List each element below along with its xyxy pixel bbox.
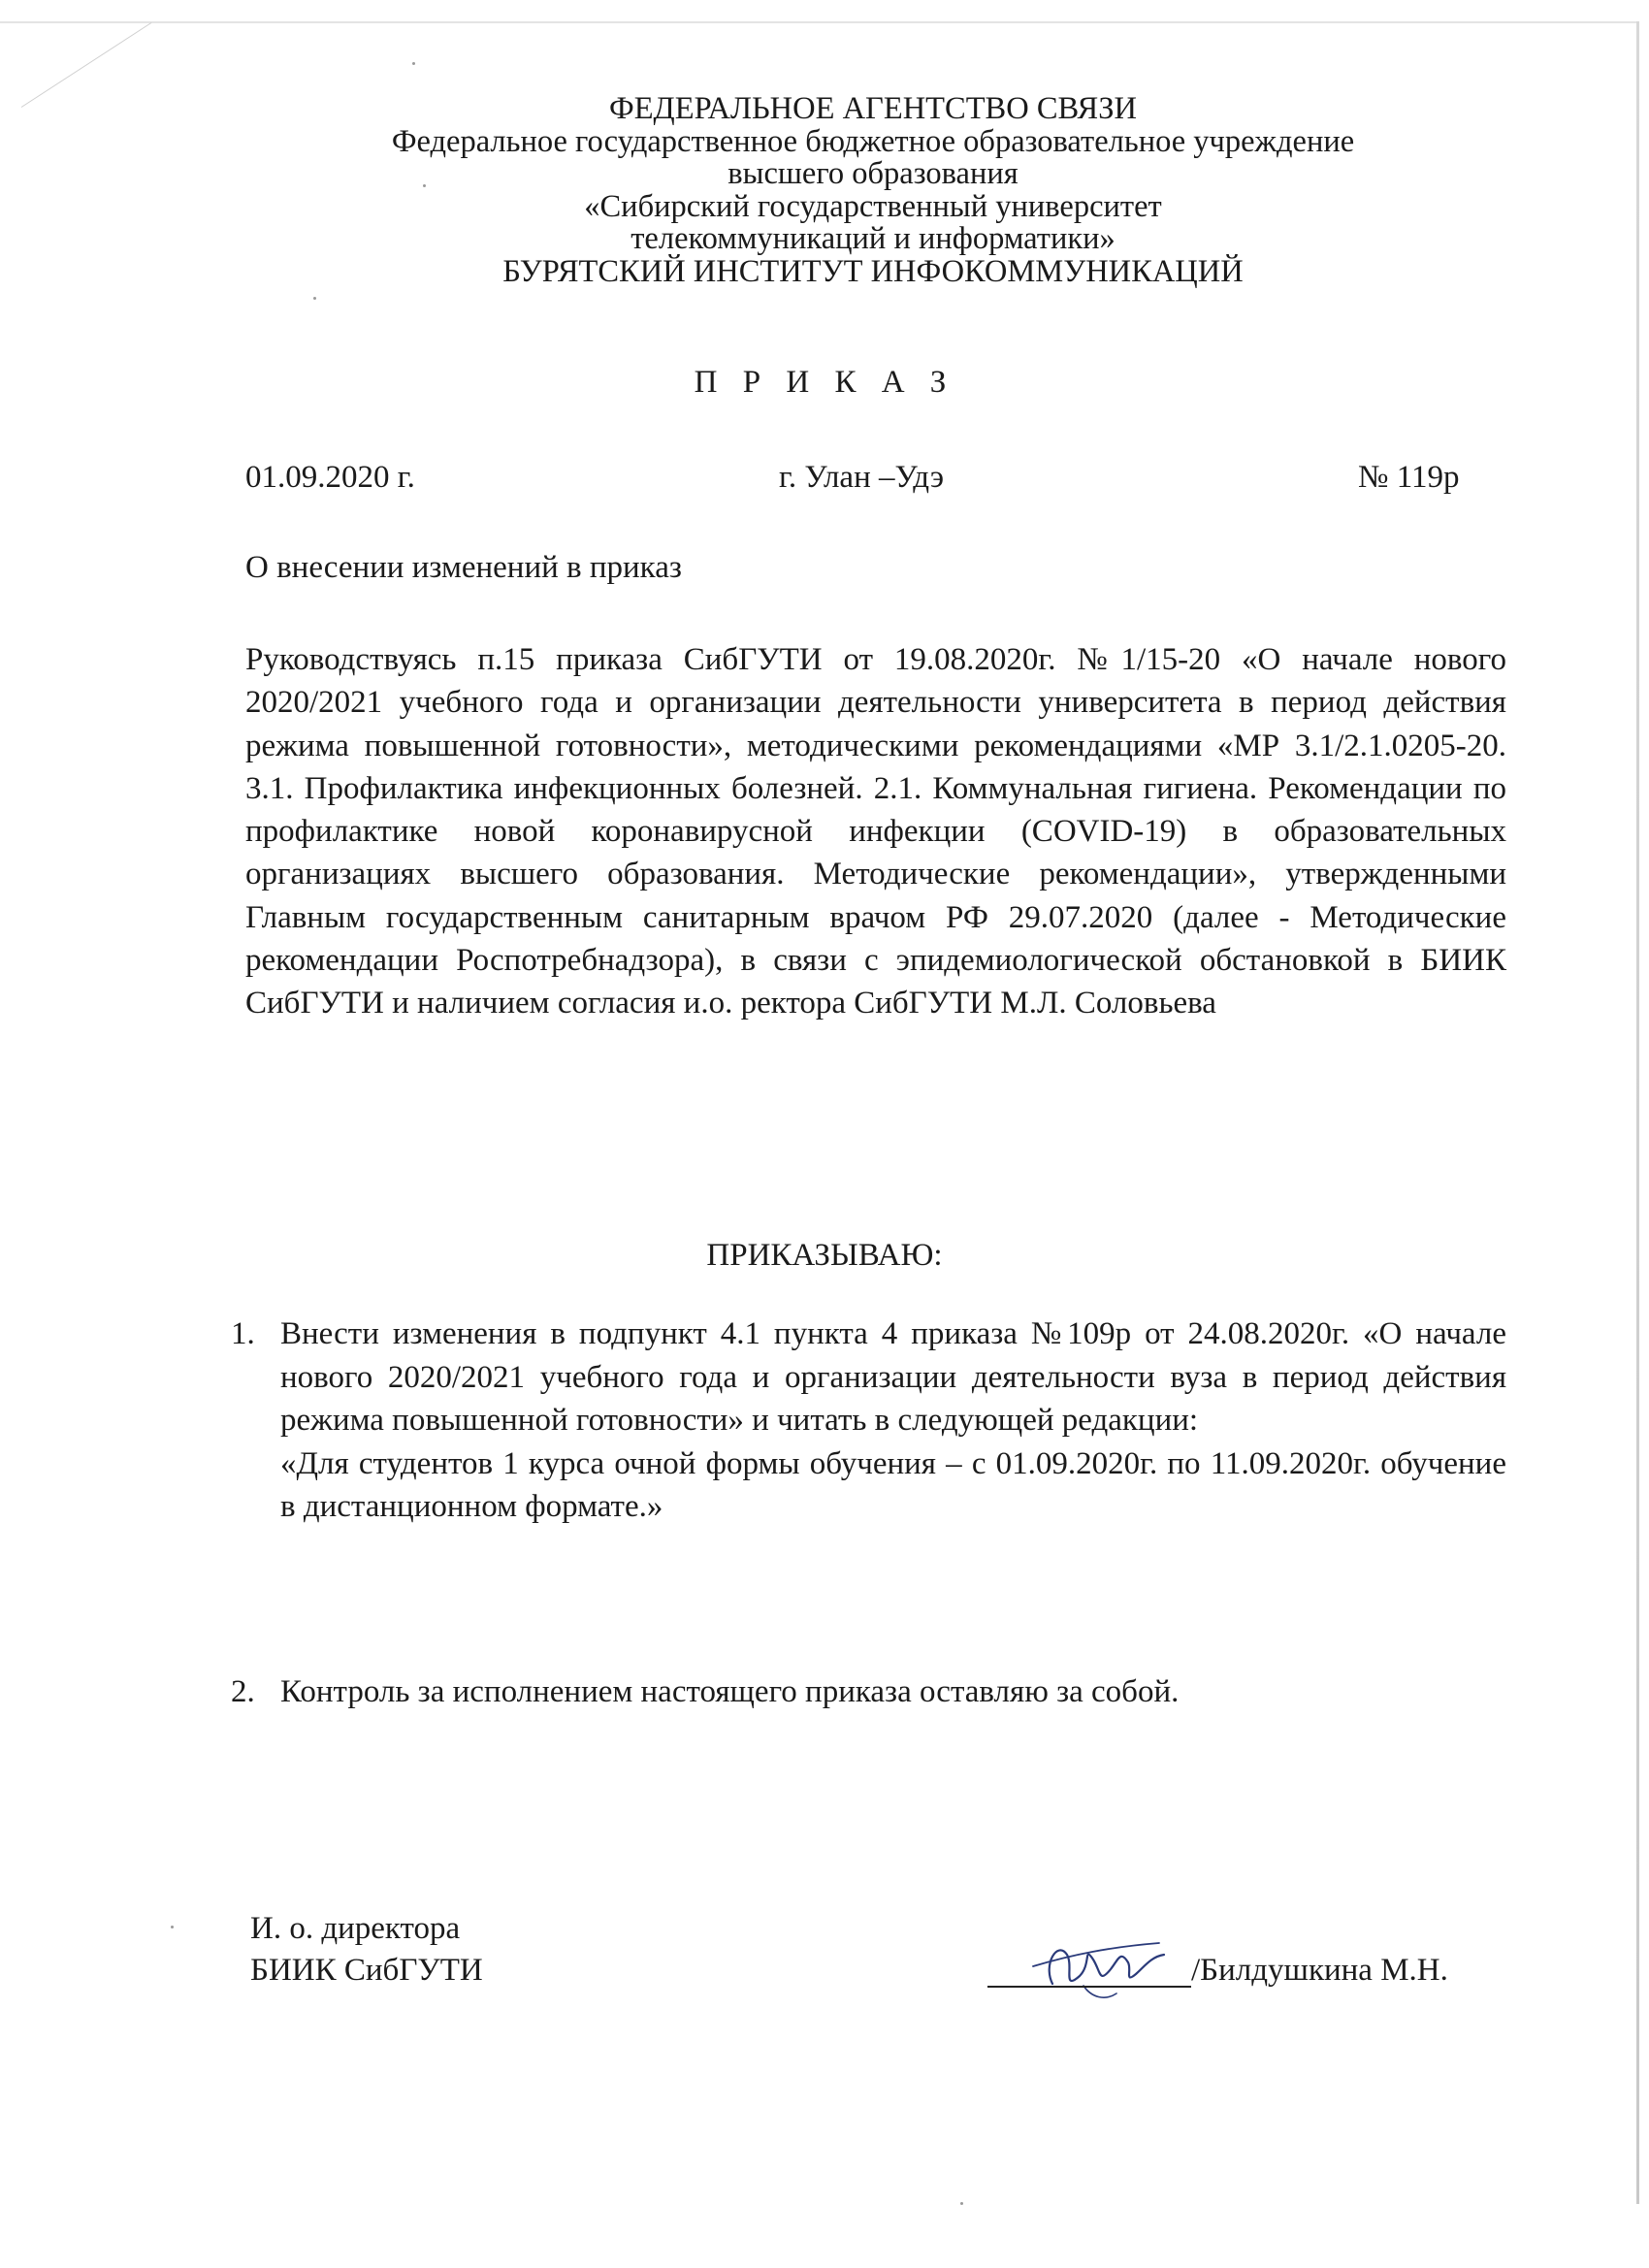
item-number: 2.	[231, 1674, 255, 1709]
scan-speck	[412, 62, 415, 65]
signature-line	[987, 1986, 1191, 1988]
document-title: П Р И К А З	[694, 365, 955, 400]
header-education-level: высшего образования	[728, 156, 1018, 191]
header-university-name-2: телекоммуникаций и информатики»	[630, 221, 1116, 256]
signatory-name: /Билдушкина М.Н.	[1191, 1953, 1448, 1988]
order-item	[231, 1670, 1506, 1714]
item-quote: «Для студентов 1 курса очной формы обучения – с 01.09.2020г. по 11.09.2020г. обучение в дистанционном формате.»	[280, 1445, 1506, 1524]
scan-artifact-line	[21, 22, 152, 108]
scan-edge-top	[0, 21, 1639, 23]
item-text: Контроль за исполнением настоящего приказа оставляю за собой.	[280, 1674, 1180, 1709]
order-item	[231, 1312, 1506, 1529]
order-number: № 119р	[1358, 460, 1460, 495]
header-agency: ФЕДЕРАЛЬНОЕ АГЕНТСТВО СВЯЗИ	[609, 91, 1137, 126]
order-heading: ПРИКАЗЫВАЮ:	[706, 1238, 943, 1273]
header-institute: БУРЯТСКИЙ ИНСТИТУТ ИНФОКОММУНИКАЦИЙ	[502, 253, 1244, 289]
order-date: 01.09.2020 г.	[245, 460, 415, 495]
order-subject: О внесении изменений в приказ	[245, 550, 682, 585]
header-university-name-1: «Сибирский государственный университет	[584, 188, 1162, 224]
item-number: 1.	[231, 1316, 255, 1351]
handwritten-signature	[1023, 1916, 1169, 2008]
scan-speck	[313, 297, 316, 300]
organization-header	[242, 93, 1504, 288]
signatory-organization: БИИК СибГУТИ	[250, 1953, 483, 1988]
order-city: г. Улан –Удэ	[779, 460, 944, 495]
header-institution-type: Федеральное государственное бюджетное образовательное учреждение	[391, 123, 1355, 159]
signatory-position	[250, 1908, 483, 1992]
signatory-title: И. о. директора	[250, 1911, 461, 1946]
item-text: Внести изменения в подпункт 4.1 пункта 4 приказа №109р от 24.08.2020г. «О начале нового 2020/2021 учебного года и организации деятельности вуза в период действия режима повышенной готовности» и читать в следующей редакции:	[280, 1316, 1506, 1438]
scan-speck	[960, 2202, 963, 2205]
scan-edge-right	[1636, 21, 1639, 2204]
order-preamble: Руководствуясь п.15 приказа СибГУТИ от 19.08.2020г. №1/15-20 «О начале нового 2020/2021 учебного года и организации деятельности университета в период действия режима повышенной готовности», методическими рекомендациями «МР 3.1/2.1.0205-20. 3.1. Профилактика инфекционных болезней. 2.1. Коммунальная гигиена. Рекомендации по профилактике новой коронавирусной инфекции (COVID-19) в образовательных организациях высшего образования. Методические рекомендации», утвержденными Главным государственным санитарным врачом РФ 29.07.2020 (далее - Методические рекомендации Роспотребнадзора), в связи с эпидемиологической обстановкой в БИИК СибГУТИ и наличием согласия и.о. ректора СибГУТИ М.Л. Соловьева	[245, 642, 1506, 1021]
scan-speck	[171, 1926, 174, 1928]
